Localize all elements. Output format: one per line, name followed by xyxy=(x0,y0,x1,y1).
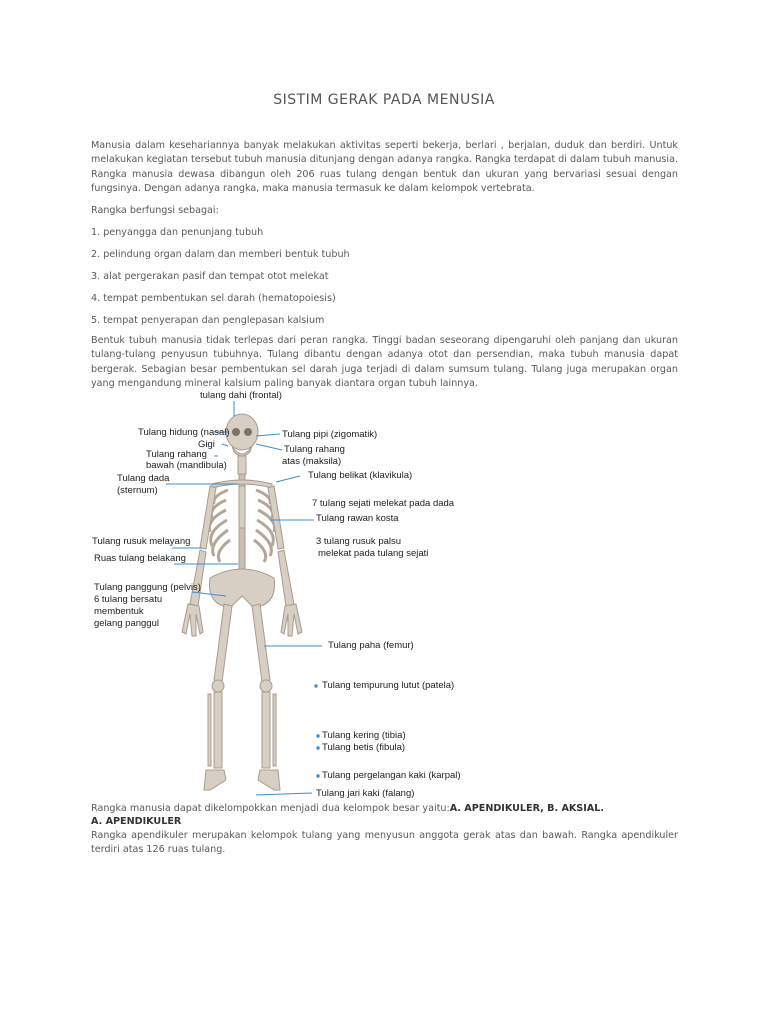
label-falang: Tulang jari kaki (falang) xyxy=(316,788,415,799)
neck xyxy=(238,456,246,474)
eye-socket-right xyxy=(244,428,252,436)
label-maksila-2: atas (maksila) xyxy=(282,456,342,467)
function-item-5: 5. tempat penyerapan dan penglepasan kalsium xyxy=(91,315,325,326)
label-pelvis-3: membentuk xyxy=(94,606,144,617)
groups-line xyxy=(91,803,604,814)
label-mandibula-2: bawah (mandibula) xyxy=(146,460,227,471)
label-pelvis-1: Tulang panggung (pelvis) xyxy=(94,582,201,593)
label-gigi: Gigi xyxy=(198,439,215,450)
function-item-1: 1. penyangga dan penunjang tubuh xyxy=(91,227,264,238)
label-sternum-1: Tulang dada xyxy=(117,473,170,484)
label-pelvis-2: 6 tulang bersatu xyxy=(94,594,163,605)
label-fibula: Tulang betis (fibula) xyxy=(322,742,406,753)
foot-right xyxy=(258,770,280,790)
skeleton-figure xyxy=(0,385,768,805)
eye-socket-left xyxy=(232,428,240,436)
label-belakang: Ruas tulang belakang xyxy=(94,553,186,564)
skull xyxy=(226,414,258,450)
label-rusuk-palsu-2: melekat pada tulang sejati xyxy=(318,548,429,559)
patella-right xyxy=(260,680,272,692)
paragraph-2: Bentuk tubuh manusia tidak terlepas dari peran rangka. Tinggi badan seseorang dipengaruhi oleh panjang dan ukuran tulang-tulang penyusun tubuhnya. Tulang dibantu dengan adanya otot dan persendian, maka tubuh manusia dapat bergerak. Sebagian besar pembentukan sel darah juga terjadi di dalam sumsum tulang. Tulang juga merupakan organ yang mengandung mineral kalsium paling banyak diantara organ tubuh lainnya. xyxy=(91,335,678,390)
label-tibia: Tulang kering (tibia) xyxy=(322,730,406,741)
hand-right xyxy=(281,604,302,636)
label-klavikula: Tulang belikat (klavikula) xyxy=(308,470,413,481)
fibula-right xyxy=(273,694,276,766)
tibia-right xyxy=(262,692,270,768)
label-frontal: tulang dahi (frontal) xyxy=(200,390,282,401)
patella-left xyxy=(212,680,224,692)
label-nasal: Tulang hidung (nasal) xyxy=(138,427,230,438)
function-item-3: 3. alat pergerakan pasif dan tempat otot melekat xyxy=(91,271,329,282)
foot-left xyxy=(204,770,226,790)
tibia-left xyxy=(214,692,222,768)
label-rusuk-palsu-1: 3 tulang rusuk palsu xyxy=(316,536,402,547)
section-a-text: Rangka apendikuler merupakan kelompok tulang yang menyusun anggota gerak atas dan bawah. Rangka apendikuler terdiri atas 126 ruas tulang. xyxy=(91,830,678,856)
pelvis xyxy=(209,569,274,608)
groups-intro: Rangka manusia dapat dikelompokkan menjadi dua kelompok besar yaitu: xyxy=(91,803,450,814)
label-rusuk-melayang: Tulang rusuk melayang xyxy=(92,536,191,547)
forearm-right xyxy=(278,550,294,606)
label-sternum-2: (sternum) xyxy=(117,485,158,496)
fibula-left xyxy=(208,694,211,766)
label-rusuk-sejati: 7 tulang sejati melekat pada dada xyxy=(312,498,455,509)
label-maksila-1: Tulang rahang xyxy=(284,444,345,455)
section-a-heading: A. APENDIKULER xyxy=(91,816,182,827)
function-heading: Rangka berfungsi sebagai: xyxy=(91,205,219,216)
sternum xyxy=(239,486,245,528)
groups-bold: A. APENDIKULER, B. AKSIAL. xyxy=(449,803,604,814)
label-karpal: Tulang pergelangan kaki (karpal) xyxy=(322,770,461,781)
page-title: SISTIM GERAK PADA MENUSIA xyxy=(273,92,495,108)
femur-left xyxy=(214,604,232,682)
label-mandibula-1: Tulang rahang xyxy=(146,449,207,460)
label-zigomatik: Tulang pipi (zigomatik) xyxy=(282,429,378,440)
hand-left xyxy=(182,604,203,636)
function-item-4: 4. tempat pembentukan sel darah (hematopoiesis) xyxy=(91,293,336,304)
intro-paragraph: Manusia dalam kesehariannya banyak melakukan aktivitas seperti bekerja, berlari , berjalan, duduk dan berdiri. Untuk melakukan kegiatan tersebut tubuh manusia ditunjang dengan adanya rangka. Rangka terdapat di dalam tubuh manusia. Rangka manusia dewasa dibangun oleh 206 ruas tulang dengan bentuk dan ukuran yang bervariasi sesuai dengan fungsinya. Dengan adanya rangka, maka manusia termasuk ke dalam kelompok vertebrata. xyxy=(91,140,679,195)
label-kosta: Tulang rawan kosta xyxy=(316,513,399,524)
label-femur: Tulang paha (femur) xyxy=(328,640,414,651)
forearm-left xyxy=(190,550,206,606)
function-item-2: 2. pelindung organ dalam dan memberi bentuk tubuh xyxy=(91,249,350,260)
femur-right xyxy=(252,604,270,682)
label-patela: Tulang tempurung lutut (patela) xyxy=(322,680,455,691)
label-pelvis-4: gelang panggul xyxy=(94,618,159,629)
